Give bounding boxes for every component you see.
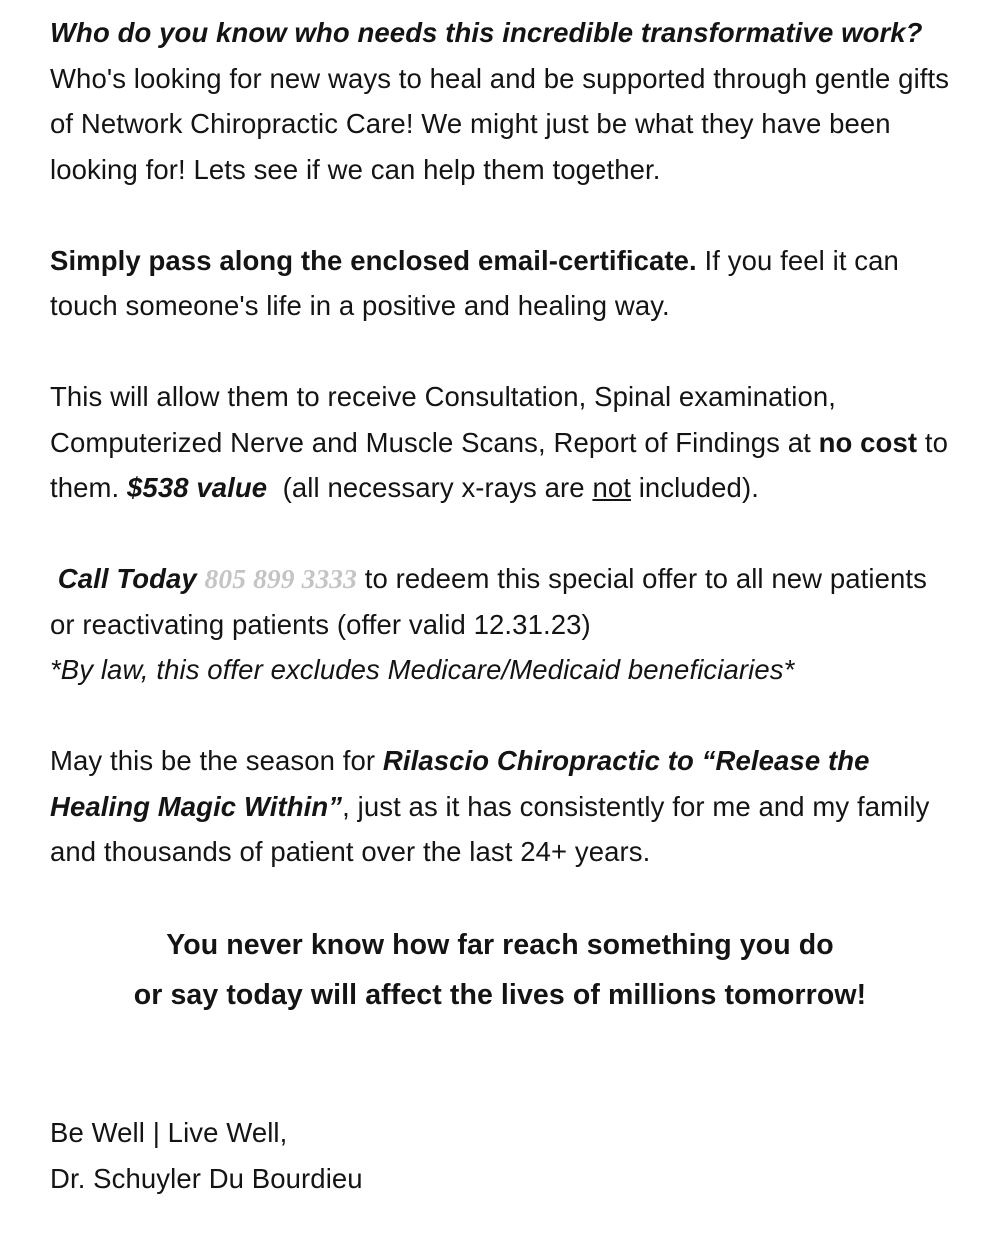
call-rest: to redeem this special offer to all new patients or reactivating patients (offer valid 12.31.23) bbox=[50, 563, 927, 640]
no-cost-text: no cost bbox=[818, 426, 918, 458]
quote-line-2: or say today will affect the lives of millions tomorrow! bbox=[133, 979, 867, 1011]
phone-number[interactable]: 805 899 3333 bbox=[204, 563, 357, 594]
quote-line-1: You never know how far reach something you do bbox=[166, 929, 834, 961]
intro-heading: Who do you know who needs this incredible transformative work? bbox=[50, 17, 923, 48]
offer-text-4: included). bbox=[630, 472, 759, 503]
certificate-lead: Simply pass along the enclosed email-certificate. bbox=[50, 244, 697, 276]
offer-text-1: This will allow them to receive Consultation, Spinal examination, Computerized Nerve and Muscle Scans, Report of Findings at bbox=[50, 381, 837, 458]
call-paragraph bbox=[50, 556, 950, 693]
closing-line: Be Well | Live Well, bbox=[50, 1117, 288, 1148]
signature-block bbox=[50, 1110, 363, 1201]
call-today-label: Call Today bbox=[57, 563, 197, 594]
offer-value: $538 value bbox=[127, 472, 268, 503]
letter-body bbox=[50, 10, 950, 875]
intro-body: Who's looking for new ways to heal and be supported through gentle gifts of Network Chiropractic Care! We might just be what they have been looking for! Lets see if we can help them together. bbox=[50, 62, 950, 185]
season-text-1: May this be the season for bbox=[50, 745, 383, 776]
disclaimer-text: *By law, this offer excludes Medicare/Medicaid beneficiaries* bbox=[50, 654, 795, 685]
offer-paragraph bbox=[50, 374, 950, 511]
season-text-2: , just as it has consistently for me and my family and thousands of patient over the last 24+ years. bbox=[50, 790, 930, 867]
certificate-paragraph bbox=[50, 238, 950, 329]
closing-quote bbox=[0, 920, 1000, 1020]
not-word: not bbox=[592, 472, 631, 503]
intro-paragraph bbox=[50, 10, 950, 192]
offer-text-3: (all necessary x-rays are bbox=[267, 472, 593, 503]
season-paragraph bbox=[50, 738, 950, 875]
season-highlight: Rilascio Chiropractic to “Release the Healing Magic Within” bbox=[50, 745, 870, 822]
certificate-rest: If you feel it can touch someone's life in a positive and healing way. bbox=[50, 244, 899, 321]
offer-text-2: to them. bbox=[50, 426, 948, 503]
signer-name: Dr. Schuyler Du Bourdieu bbox=[50, 1162, 363, 1194]
